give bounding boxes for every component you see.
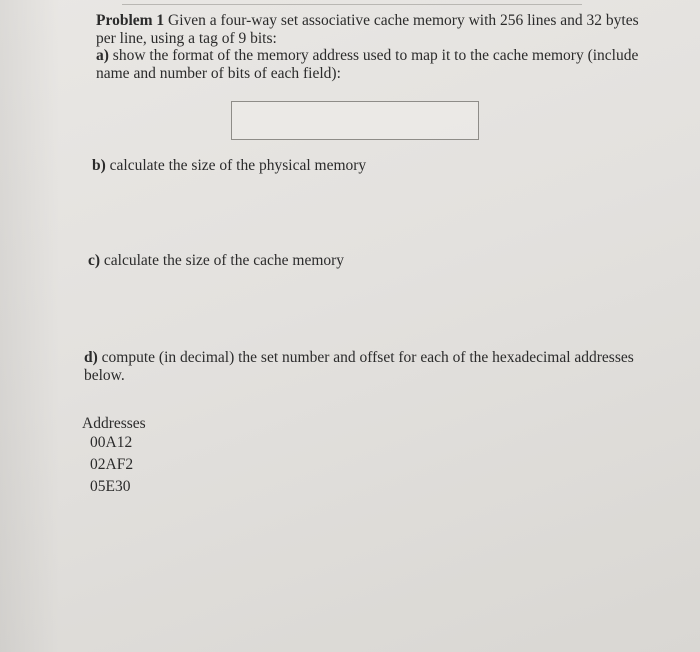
part-b-text: calculate the size of the physical memory	[105, 157, 367, 174]
part-a-line-2: name and number of bits of each field):	[96, 65, 341, 82]
addresses-title: Addresses	[82, 415, 146, 432]
part-a-line-1	[96, 47, 638, 65]
problem-intro-text: Given a four-way set associative cache memory with 256 lines and 32 bytes	[164, 12, 639, 29]
problem-heading: Problem 1	[96, 12, 165, 29]
part-a-text: show the format of the memory address used to map it to the cache memory (include	[108, 47, 639, 64]
answer-box[interactable]	[231, 101, 479, 140]
part-d-line-1	[84, 349, 634, 367]
part-d-text: compute (in decimal) the set number and offset for each of the hexadecimal addresses	[97, 349, 634, 366]
part-d-marker: d)	[84, 349, 98, 366]
part-b-marker: b)	[92, 157, 106, 174]
part-c-marker: c)	[88, 252, 101, 269]
part-b-line	[92, 157, 366, 175]
part-c-line	[88, 252, 344, 270]
address-item: 00A12	[90, 434, 133, 451]
problem-intro-line-1	[96, 12, 639, 30]
address-item: 02AF2	[90, 456, 134, 473]
page-shadow	[0, 0, 60, 652]
address-item: 05E30	[90, 478, 131, 495]
part-d-line-2: below.	[84, 367, 125, 384]
problem-intro-line-2: per line, using a tag of 9 bits:	[96, 30, 277, 47]
part-c-text: calculate the size of the cache memory	[100, 252, 345, 269]
top-rule	[122, 4, 582, 5]
part-a-marker: a)	[96, 47, 109, 64]
